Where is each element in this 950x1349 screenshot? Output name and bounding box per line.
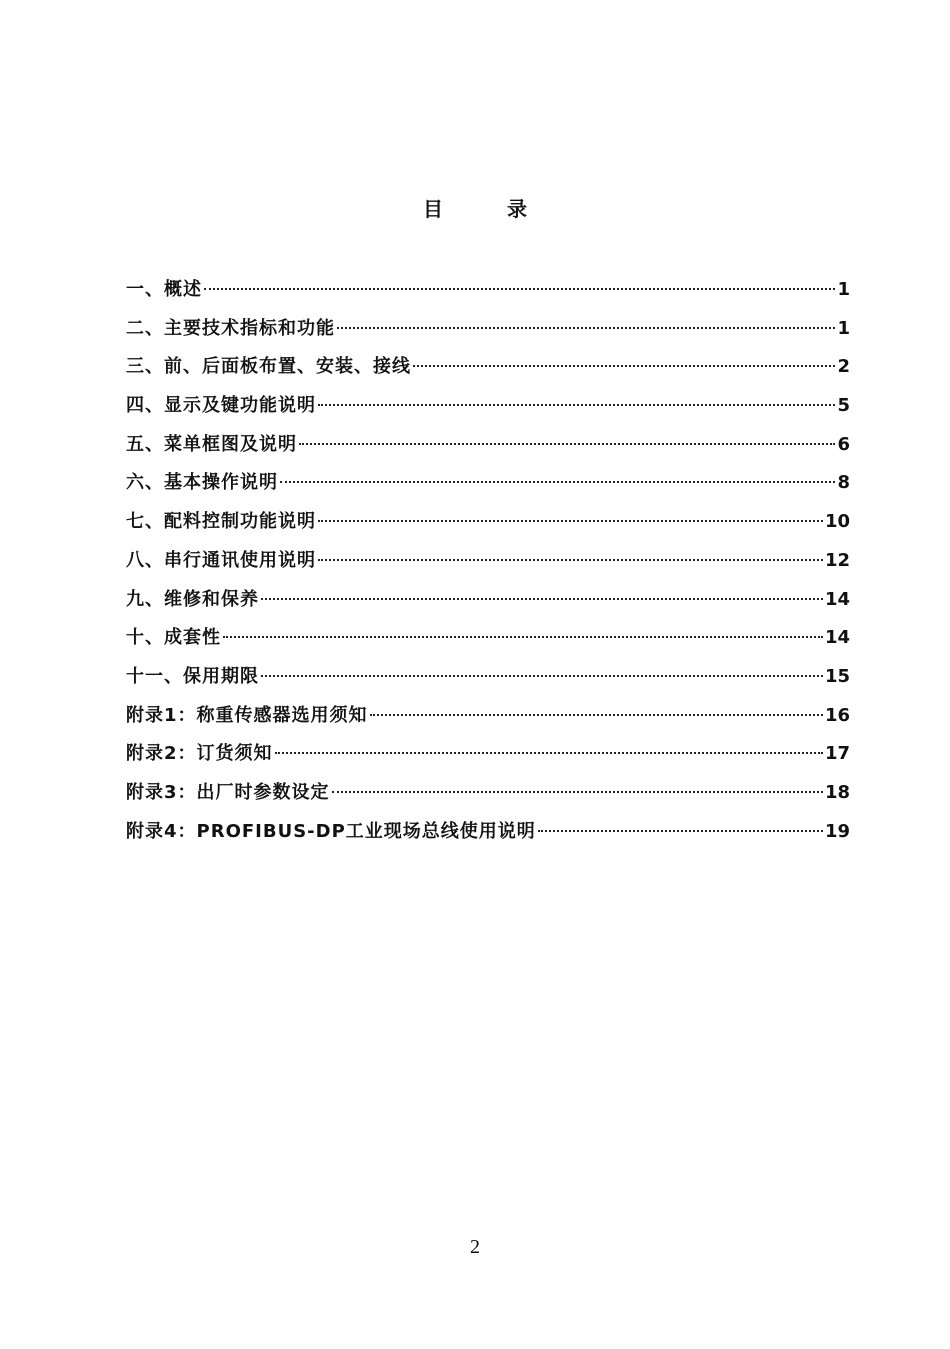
toc-dot-leader [275,752,823,754]
toc-entry[interactable] [126,352,850,391]
page-title: 目录 [423,197,591,221]
toc-entry[interactable] [126,275,850,314]
toc-entry[interactable] [126,546,850,585]
toc-entry[interactable] [126,739,850,778]
toc-entry-label: 四、显示及键功能说明 [126,395,316,417]
toc-entry[interactable] [126,662,850,701]
toc-dot-leader [223,636,823,638]
toc-entry-page: 18 [824,781,850,803]
toc-dot-leader [318,559,823,561]
toc-dot-leader [299,443,835,445]
toc-entry[interactable] [126,701,850,740]
toc-dot-leader [413,365,835,367]
toc-dot-leader [332,791,823,793]
toc-entry-page: 14 [824,627,850,649]
toc-entry-label: 五、菜单框图及说明 [126,433,297,455]
toc-entry-page: 1 [837,279,850,300]
toc-dot-leader [318,404,835,406]
toc-dot-leader [538,830,823,832]
toc-entry-page: 10 [824,511,850,533]
toc-dot-leader [261,598,823,600]
toc-dot-leader [337,327,835,329]
toc-dot-leader [318,520,823,522]
toc-entry[interactable] [126,314,850,353]
toc-entry-page: 15 [824,665,850,687]
toc-entry-label: 附录2：订货须知 [126,743,273,765]
toc-entry-label: 八、串行通讯使用说明 [126,549,316,571]
toc-entry-label: 二、主要技术指标和功能 [126,317,335,339]
toc-entry[interactable] [126,507,850,546]
toc-entry-page: 1 [837,317,850,339]
toc-entry[interactable] [126,817,850,856]
toc-entry-label: 九、维修和保养 [126,588,259,610]
table-of-contents [126,275,850,855]
toc-entry[interactable] [126,391,850,430]
toc-entry-page: 17 [824,743,850,765]
toc-dot-leader [204,288,835,290]
toc-entry-label: 三、前、后面板布置、安装、接线 [126,356,411,378]
toc-entry-page: 2 [837,356,850,378]
toc-entry-label: 十、成套性 [126,627,221,649]
toc-entry-page: 19 [824,820,850,842]
toc-entry[interactable] [126,778,850,817]
toc-entry-label: 七、配料控制功能说明 [126,511,316,533]
toc-entry-label: 附录4：PROFIBUS-DP工业现场总线使用说明 [126,820,536,842]
page-number: 2 [470,1236,480,1258]
toc-dot-leader [370,714,823,716]
toc-entry-label: 附录1：称重传感器选用须知 [126,704,368,726]
toc-entry-label: 附录3：出厂时参数设定 [126,781,330,803]
toc-entry-page: 6 [837,433,850,455]
toc-entry-label: 六、基本操作说明 [126,472,278,494]
toc-dot-leader [280,481,835,483]
toc-entry-page: 14 [824,588,850,610]
toc-entry-page: 8 [837,472,850,494]
toc-entry-page: 16 [824,704,850,726]
toc-entry[interactable] [126,623,850,662]
toc-entry-label: 一、概述 [126,279,202,300]
toc-entry[interactable] [126,430,850,469]
toc-entry-page: 5 [837,395,850,417]
toc-entry-page: 12 [824,549,850,571]
toc-entry[interactable] [126,468,850,507]
toc-entry-label: 十一、保用期限 [126,665,259,687]
toc-dot-leader [261,675,823,677]
toc-entry[interactable] [126,585,850,624]
